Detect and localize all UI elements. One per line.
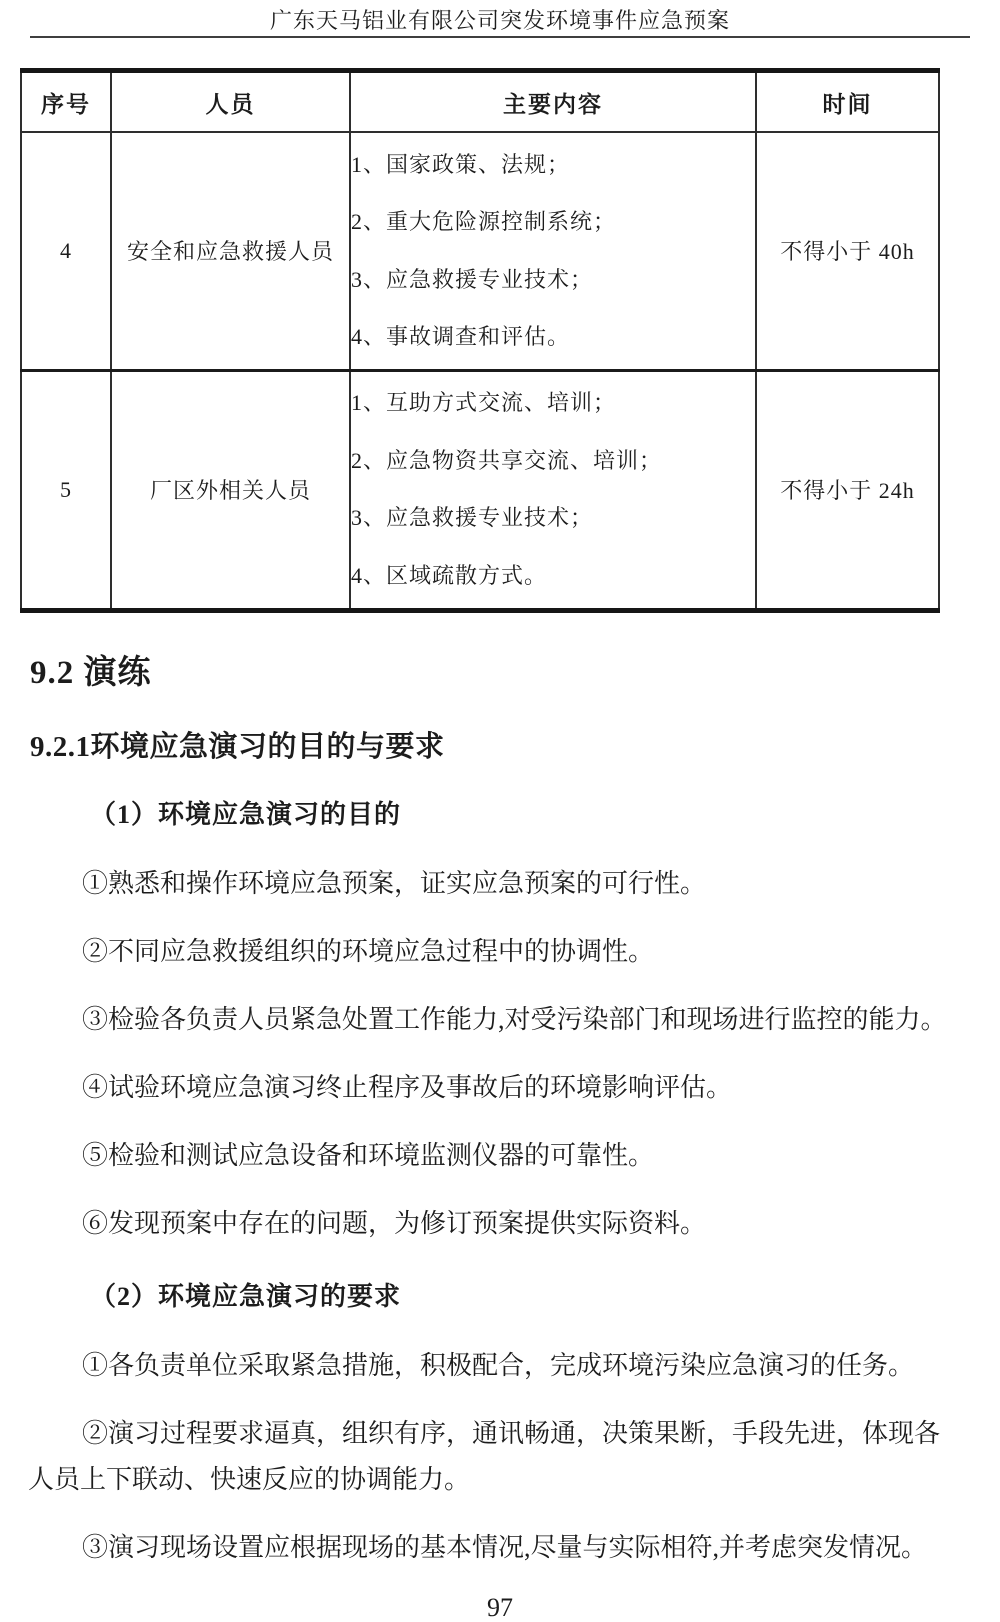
cell-seq: 4 — [60, 237, 72, 263]
page-number: 97 — [487, 1592, 513, 1622]
content-item: 1、国家政策、法规； — [351, 151, 571, 177]
cell-personnel: 厂区外相关人员 — [111, 370, 350, 610]
body-text — [28, 795, 975, 1571]
cell-time: 不得小于 40h — [756, 132, 939, 370]
header-divider — [30, 36, 970, 38]
requirement-item: ②演习过程要求逼真，组织有序，通讯畅通，决策果断，手段先进，体现各人员上下联动、快速反应的协调能力。 — [28, 1418, 941, 1494]
cell-content — [350, 370, 756, 610]
col-header-seq: 序号 — [21, 71, 111, 133]
content-list — [351, 375, 755, 605]
purpose-item: ④试验环境应急演习终止程序及事故后的环境影响评估。 — [82, 1072, 733, 1102]
page-footer — [0, 1593, 1000, 1622]
page-header — [0, 0, 1000, 38]
purpose-item: ⑥发现预案中存在的问题，为修订预案提供实际资料。 — [82, 1208, 707, 1238]
purpose-item: ②不同应急救援组织的环境应急过程中的协调性。 — [82, 936, 655, 966]
col-header-personnel: 人员 — [111, 71, 350, 133]
content-item: 1、互助方式交流、培训； — [351, 390, 617, 416]
cell-seq: 5 — [60, 476, 72, 502]
content-item: 3、应急救援专业技术； — [351, 266, 594, 292]
content-item: 4、事故调查和评估。 — [351, 324, 571, 349]
purpose-heading: （1）环境应急演习的目的 — [90, 799, 402, 829]
purpose-item: ①熟悉和操作环境应急预案，证实应急预案的可行性。 — [82, 868, 707, 898]
requirement-item: ③演习现场设置应根据现场的基本情况,尽量与实际相符,并考虑突发情况。 — [82, 1532, 928, 1562]
col-header-time: 时间 — [756, 71, 939, 133]
table-row — [21, 132, 939, 370]
requirements-heading: （2）环境应急演习的要求 — [90, 1281, 402, 1311]
cell-content — [350, 132, 756, 370]
purpose-item: ⑤检验和测试应急设备和环境监测仪器的可靠性。 — [82, 1140, 655, 1170]
cell-personnel: 安全和应急救援人员 — [111, 132, 350, 370]
content-item: 2、重大危险源控制系统； — [351, 209, 617, 234]
content-item: 3、应急救援专业技术； — [351, 505, 594, 531]
content-item: 4、区域疏散方式。 — [351, 562, 548, 588]
col-header-content: 主要内容 — [350, 71, 756, 133]
purpose-item: ③检验各负责人员紧急处置工作能力,对受污染部门和现场进行监控的能力。 — [82, 1004, 947, 1034]
content-item: 2、应急物资共享交流、培训； — [351, 447, 663, 473]
table-header-row — [21, 71, 939, 133]
cell-time: 不得小于 24h — [756, 370, 939, 610]
table-row — [21, 370, 939, 610]
section-heading-9-2-1: 9.2.1环境应急演习的目的与要求 — [30, 730, 445, 763]
content-list — [351, 136, 755, 366]
section-heading-9-2: 9.2 演练 — [30, 654, 152, 691]
requirement-item: ①各负责单位采取紧急措施，积极配合，完成环境污染应急演习的任务。 — [82, 1350, 915, 1380]
header-title: 广东天马铝业有限公司突发环境事件应急预案 — [269, 8, 730, 33]
training-requirements-table — [20, 68, 940, 613]
